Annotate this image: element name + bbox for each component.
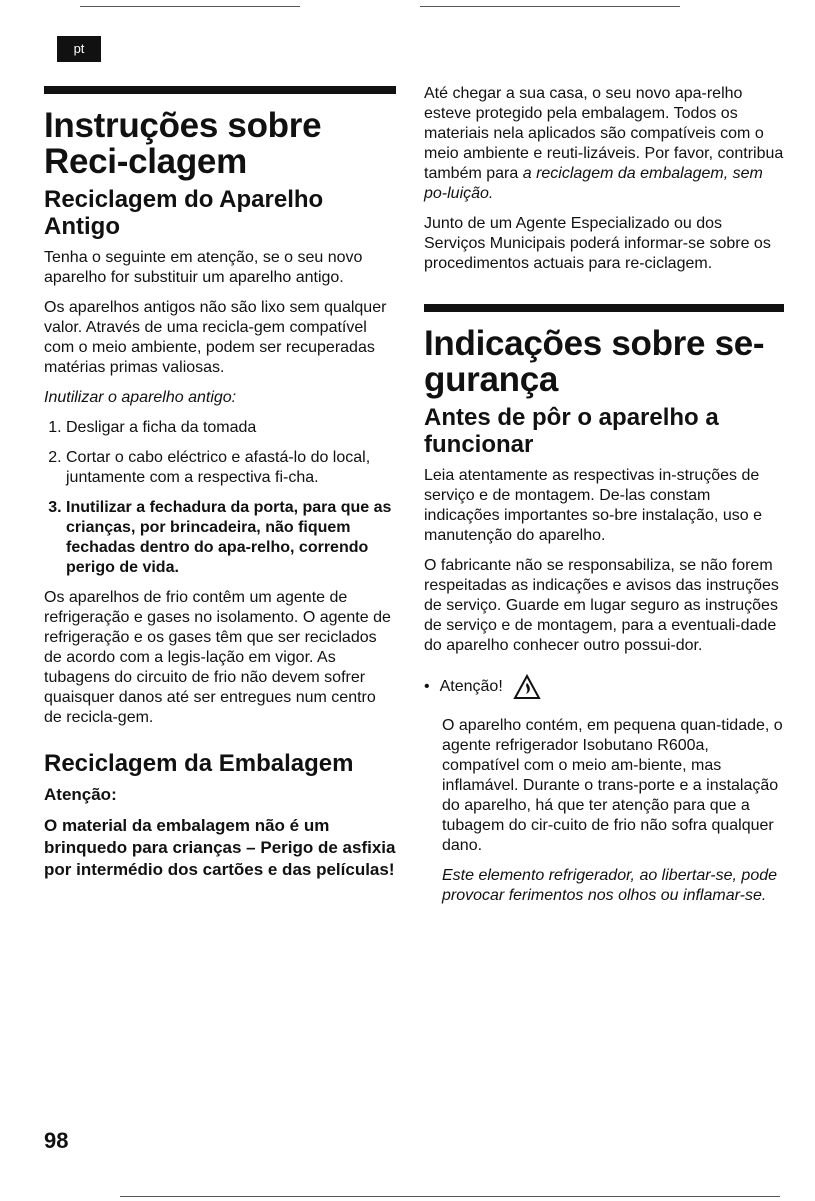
bullet-dot: • xyxy=(424,678,430,695)
attention-text: Atenção! xyxy=(439,678,503,695)
fire-warning-icon xyxy=(513,674,541,700)
bottom-edge-line xyxy=(120,1196,780,1197)
attention-label: Atenção: xyxy=(44,785,117,804)
before-use-heading: Antes de pôr o aparelho a funcionar xyxy=(424,404,719,458)
old-appliance-heading: Reciclagem do Aparelho Antigo xyxy=(44,186,324,240)
left-column xyxy=(44,86,396,891)
attention-bullet xyxy=(424,674,784,700)
paragraph: O fabricante não se responsabiliza, se não forem respeitadas as indicações e avisos das instruções de serviço. Guarde em lugar seguro as instruções de serviço e de montagem, para a eventuali-dade do aparelho conhecer outro possui-dor. xyxy=(424,557,779,654)
refrigerant-info xyxy=(424,716,784,906)
attention-bullet-list xyxy=(424,674,784,700)
right-column xyxy=(424,84,784,916)
top-edge-line xyxy=(80,6,300,7)
packaging-text: Até chegar a sua casa, o seu novo apa-relho esteve protegido pela embalagem. Todos os materiais nela aplicados são compatíveis com o meio ambiente e reuti-lizáveis. Por favor, contribua também para xyxy=(424,85,784,182)
top-edge-line xyxy=(420,6,680,7)
packaging-heading: Reciclagem da Embalagem xyxy=(44,750,354,777)
paragraph-italic: Inutilizar o aparelho antigo: xyxy=(44,389,237,406)
packaging-text-italic: a reciclagem da embalagem, sem po-luição. xyxy=(424,165,763,202)
paragraph: Os aparelhos de frio contêm um agente de refrigeração e gases no isolamento. O agente de refrigeração e os gases têm que ser reciclados de acordo com a legis-lação em vigor. As tubagens do circuito de frio não devem sofrer quaisquer danos até ser entregues num centro de recicla-gem. xyxy=(44,589,391,726)
disposal-steps xyxy=(44,418,396,578)
paragraph: Junto de um Agente Especializado ou dos Serviços Municipais poderá informar-se sobre os procedimentos actuais para re-ciclagem. xyxy=(424,215,771,272)
paragraph: O aparelho contém, em pequena quan-tidade, o agente refrigerador Isobutano R600a, compatível com o meio am-biente, mas inflamável. Durante o trans-porte e a instalação do aparelho, há que ter atenção para que a tubagem do cir-cuito de frio não sofra qualquer dano. xyxy=(442,717,783,854)
paragraph: Tenha o seguinte em atenção, se o seu novo aparelho for substituir um aparelho antigo. xyxy=(44,249,363,286)
paragraph: Leia atentamente as respectivas in-struções de serviço e de montagem. De-las constam indicações importantes so-bre instalação, uso e manutenção do aparelho. xyxy=(424,467,762,544)
page-number: 98 xyxy=(44,1128,69,1153)
paragraph-italic: Este elemento refrigerador, ao libertar-se, pode provocar ferimentos nos olhos ou inflamar-se. xyxy=(442,867,778,904)
paragraph xyxy=(424,84,784,204)
language-tab: pt xyxy=(57,36,101,62)
step-item-warning: 3. Inutilizar a fechadura da porta, para que as crianças, por brincadeira, não fiquem fechadas dentro do apa-relho, correndo perigo de vida. xyxy=(66,498,396,578)
section-rule xyxy=(424,304,784,312)
step-item: 1. Desligar a ficha da tomada xyxy=(66,418,396,438)
paragraph: Os aparelhos antigos não são lixo sem qualquer valor. Através de uma recicla-gem compatível com o meio ambiente, podem ser recuperadas matérias primas valiosas. xyxy=(44,299,387,376)
packaging-warning: O material da embalagem não é um brinquedo para crianças – Perigo de asfixia por intermédio dos cartões e das películas! xyxy=(44,816,396,879)
step-item: 2. Cortar o cabo eléctrico e afastá-lo do local, juntamente com a respectiva fi-cha. xyxy=(66,448,396,488)
recycling-title: Instruções sobre Reci-clagem xyxy=(44,106,322,181)
section-rule xyxy=(44,86,396,94)
safety-title: Indicações sobre se-gurança xyxy=(424,324,765,399)
